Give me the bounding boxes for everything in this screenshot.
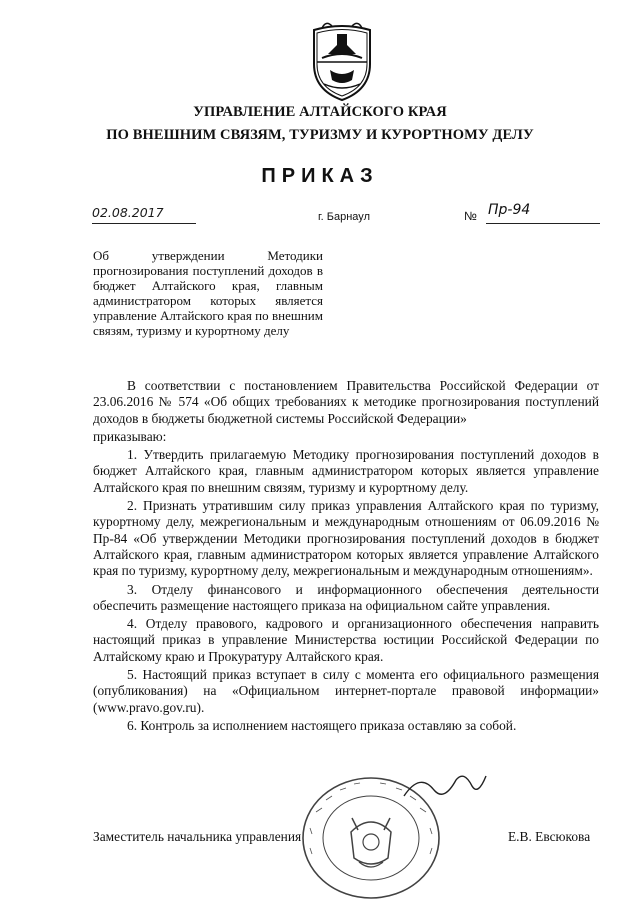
document-number-field: [486, 202, 600, 224]
handwritten-signature: [400, 766, 490, 806]
document-number: Пр-94: [488, 202, 531, 218]
document-title: ПРИКАЗ: [261, 165, 379, 187]
document-date: 02.08.2017: [92, 205, 164, 220]
order-item-1: 1. Утвердить прилагаемую Методику прогнозирования поступлений доходов в бюджет Алтайского края, главным администратором которых является управление Алтайского края по внешним связям, туризму и курортному делу.: [93, 447, 599, 495]
order-item-2: 2. Признать утратившим силу приказ управления Алтайского края по туризму, курортному делу, межрегиональным и международным отношениям от 06.09.2016 № Пр-84 «Об утверждении Методики прогнозирования поступлений доходов в бюджет Алтайского края, главным администратором которых является управление Алтайского края по туризму, курортному делу, межрегиональным и международным отношениям».: [93, 498, 599, 579]
order-item-4: 4. Отделу правового, кадрового и организационного обеспечения направить настоящий приказ в управление Министерства юстиции Российской Федерации по Алтайскому краю и Прокуратуру Алтайского края.: [93, 616, 599, 664]
order-item-5: 5. Настоящий приказ вступает в силу с момента его официального размещения (опубликования) на «Официальном интернет-портале правовой информации» (www.pravo.gov.ru).: [93, 667, 599, 715]
document-subject: Об утверждении Методики прогнозирования поступлений доходов в бюджет Алтайского края, главным администратором которых является управление Алтайского края по внешним связям, туризму и курортному делу: [93, 248, 323, 338]
number-label: №: [464, 209, 477, 223]
intro-paragraph: В соответствии с постановлением Правительства Российской Федерации от 23.06.2016 № 574 «Об общих требованиях к методике прогнозирования поступлений доходов в бюджеты бюджетной системы Российской Федерации»: [93, 378, 599, 426]
order-item-6: 6. Контроль за исполнением настоящего приказа оставляю за собой.: [127, 717, 517, 733]
order-item-3: 3. Отделу финансового и информационного обеспечения деятельности обеспечить размещение настоящего приказа на официальном сайте управления.: [93, 581, 599, 613]
organization-name-line2: ПО ВНЕШНИМ СВЯЗЯМ, ТУРИЗМУ И КУРОРТНОМУ ДЕЛУ: [106, 127, 534, 143]
document-city: г. Барнаул: [318, 211, 370, 223]
document-date-field: [92, 205, 196, 224]
signer-name: Е.В. Евсюкова: [508, 829, 591, 844]
document-body: [93, 378, 599, 736]
altai-krai-coat-of-arms-icon: [306, 20, 378, 102]
order-word: приказываю:: [93, 428, 167, 444]
organization-name-line1: УПРАВЛЕНИЕ АЛТАЙСКОГО КРАЯ: [193, 104, 447, 120]
signer-position: Заместитель начальника управления: [93, 829, 302, 844]
